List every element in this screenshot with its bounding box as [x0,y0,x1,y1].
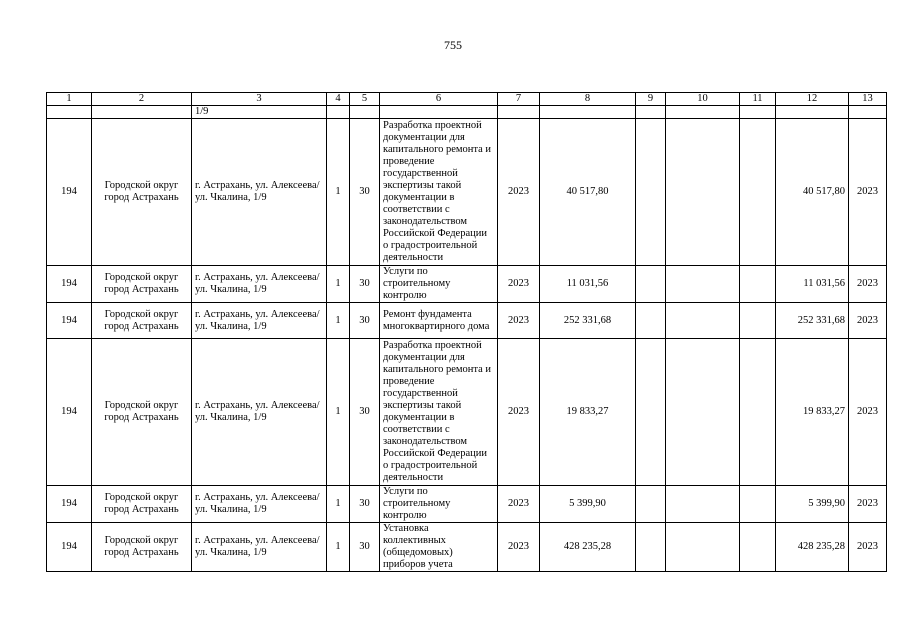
col9-cell [636,119,666,266]
row-number: 194 [47,266,92,303]
address-cell: г. Астрахань, ул. Алексеева/ ул. Чкалина, 1/9 [192,303,327,339]
col4-cell: 1 [327,303,350,339]
total-cell: 11 031,56 [540,266,636,303]
col5-cell: 30 [350,523,380,572]
col4-cell: 1 [327,486,350,523]
col11-cell [740,266,776,303]
col9-cell [636,339,666,486]
year-cell: 2023 [498,486,540,523]
col10-cell [666,119,740,266]
col4-cell: 1 [327,523,350,572]
col11-cell [740,486,776,523]
address-cell: г. Астрахань, ул. Алексеева/ ул. Чкалина, 1/9 [192,266,327,303]
col-header-10: 10 [666,93,740,106]
col12-cell: 11 031,56 [776,266,849,303]
col5-cell: 30 [350,486,380,523]
total-cell: 19 833,27 [540,339,636,486]
col12-cell: 40 517,80 [776,119,849,266]
col-header-11: 11 [740,93,776,106]
col-header-8: 8 [540,93,636,106]
address-tail: 1/9 [192,106,327,119]
col12-cell: 5 399,90 [776,486,849,523]
col12-cell: 252 331,68 [776,303,849,339]
district-cell: Городской округ город Астрахань [92,266,192,303]
district-cell: Городской округ город Астрахань [92,303,192,339]
col-header-4: 4 [327,93,350,106]
work-type-cell: Услуги по строительному контролю [380,486,498,523]
col13-cell: 2023 [849,523,887,572]
col12-cell: 428 235,28 [776,523,849,572]
address-cell: г. Астрахань, ул. Алексеева/ ул. Чкалина, 1/9 [192,119,327,266]
year-cell: 2023 [498,303,540,339]
year-cell: 2023 [498,119,540,266]
col9-cell [636,523,666,572]
col-header-1: 1 [47,93,92,106]
col-header-3: 3 [192,93,327,106]
col4-cell: 1 [327,339,350,486]
district-cell: Городской округ город Астрахань [92,339,192,486]
row-number: 194 [47,339,92,486]
col11-cell [740,303,776,339]
col5-cell: 30 [350,339,380,486]
year-cell: 2023 [498,339,540,486]
col10-cell [666,303,740,339]
col4-cell: 1 [327,119,350,266]
col10-cell [666,486,740,523]
year-cell: 2023 [498,523,540,572]
col13-cell: 2023 [849,266,887,303]
work-type-cell: Разработка проектной документации для капитального ремонта и проведение государственной экспертизы такой документации в соответствии с законодательством Российской Федерации о градостроительной деятельности [380,119,498,266]
col-header-5: 5 [350,93,380,106]
col11-cell [740,339,776,486]
row-number: 194 [47,303,92,339]
address-cell: г. Астрахань, ул. Алексеева/ ул. Чкалина, 1/9 [192,486,327,523]
district-cell: Городской округ город Астрахань [92,523,192,572]
row-number: 194 [47,119,92,266]
table-row [47,523,887,572]
col13-cell: 2023 [849,303,887,339]
work-type-cell: Ремонт фундамента многоквартирного дома [380,303,498,339]
district-cell: Городской округ город Астрахань [92,486,192,523]
year-cell: 2023 [498,266,540,303]
col10-cell [666,523,740,572]
col-header-6: 6 [380,93,498,106]
col5-cell: 30 [350,119,380,266]
table-row [47,303,887,339]
col-header-2: 2 [92,93,192,106]
table-row [47,266,887,303]
col11-cell [740,523,776,572]
total-cell: 5 399,90 [540,486,636,523]
work-type-cell: Разработка проектной документации для капитального ремонта и проведение государственной экспертизы такой документации в соответствии с законодательством Российской Федерации о градостроительной деятельности [380,339,498,486]
col-header-7: 7 [498,93,540,106]
col11-cell [740,119,776,266]
col9-cell [636,303,666,339]
header-row [47,93,887,106]
row-number: 194 [47,486,92,523]
work-type-cell: Услуги по строительному контролю [380,266,498,303]
col-header-12: 12 [776,93,849,106]
col-header-13: 13 [849,93,887,106]
continuation-row [47,106,887,119]
col10-cell [666,339,740,486]
total-cell: 40 517,80 [540,119,636,266]
district-cell: Городской округ город Астрахань [92,119,192,266]
total-cell: 428 235,28 [540,523,636,572]
col13-cell: 2023 [849,486,887,523]
col9-cell [636,266,666,303]
table-row [47,486,887,523]
table-row [47,339,887,486]
work-type-cell: Установка коллективных (общедомовых) приборов учета [380,523,498,572]
col4-cell: 1 [327,266,350,303]
col13-cell: 2023 [849,339,887,486]
col13-cell: 2023 [849,119,887,266]
works-table [46,92,887,572]
row-number: 194 [47,523,92,572]
col12-cell: 19 833,27 [776,339,849,486]
col-header-9: 9 [636,93,666,106]
total-cell: 252 331,68 [540,303,636,339]
address-cell: г. Астрахань, ул. Алексеева/ ул. Чкалина, 1/9 [192,523,327,572]
col5-cell: 30 [350,266,380,303]
page-number: 755 [444,38,462,52]
address-cell: г. Астрахань, ул. Алексеева/ ул. Чкалина, 1/9 [192,339,327,486]
col5-cell: 30 [350,303,380,339]
table-row [47,119,887,266]
col9-cell [636,486,666,523]
col10-cell [666,266,740,303]
